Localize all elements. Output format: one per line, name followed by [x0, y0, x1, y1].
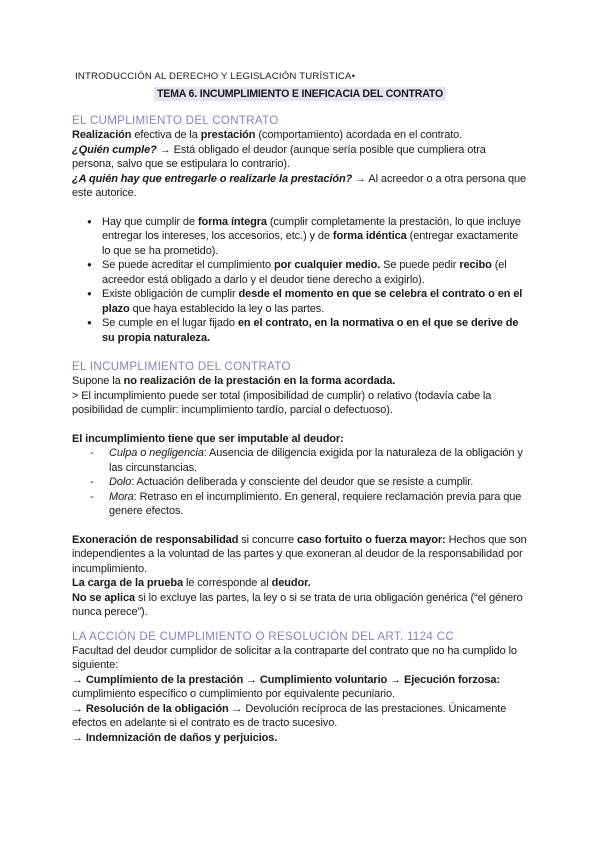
- bullet-bold: recibo: [459, 259, 492, 271]
- incumplimiento-note: > El incumplimiento puede ser total (imposibilidad de cumplir) o relativo (todavía cabe la posibilidad de cumplir: incumplimiento tardío, parcial o defectuoso).: [72, 389, 492, 416]
- bullet-text: (entregar exactamente lo que se ha prometido).: [102, 230, 519, 257]
- dash-term: Mora: [109, 490, 134, 503]
- bullet-text: (cumplir completamente la prestación, lo que incluye entregar los intereses, los accesorios, etc.) y de: [102, 215, 521, 242]
- bullet-lugar: [72, 316, 528, 345]
- question-whom-answer: → Al acreedor o a otra persona que este autorice.: [72, 172, 527, 199]
- carga-bold: La carga de la prueba: [72, 577, 183, 589]
- topic-heading-wrap: [72, 87, 528, 102]
- definition-bold-2: prestación: [200, 129, 256, 141]
- bullet-acreditar: [72, 258, 528, 287]
- section-title-cumplimiento: EL CUMPLIMIENTO DEL CONTRATO: [72, 114, 279, 127]
- exoneracion-text: Hechos que son independientes a la voluntad de las partes y que exoneran al deudor de la responsabilidad por incumplimiento.: [72, 533, 527, 575]
- bullet-bold: forma idéntica: [332, 230, 407, 242]
- supone-bold: no realización de la prestación en la forma acordada.: [123, 375, 396, 387]
- imputable-bold: El incumplimiento tiene que ser imputable al deudor:: [72, 432, 344, 445]
- accion-line-indemnizacion: [72, 731, 528, 746]
- bullet-bold: desde el momento en que se celebra el contrato o en el plazo: [102, 288, 523, 315]
- dash-dolo: [72, 475, 528, 490]
- bullet-text: Existe obligación de cumplir: [102, 288, 239, 300]
- bullet-text: Se puede acreditar el cumplimiento: [102, 259, 274, 271]
- definition-text-1: efectiva de la: [131, 129, 201, 141]
- no-aplica-bold: No se aplica: [72, 591, 135, 604]
- dash-term: Dolo: [109, 476, 132, 488]
- imputable-dash-list: [72, 446, 528, 519]
- bullet-text: Se cumple en el lugar fijado: [102, 317, 238, 329]
- section-title-incumplimiento: EL INCUMPLIMIENTO DEL CONTRATO: [72, 360, 291, 373]
- no-aplica-paragraph: [72, 591, 528, 620]
- bullet-bold: en el contrato, en la normativa o en el que se derive de su propia naturaleza.: [102, 317, 519, 344]
- dash-term: Culpa o negligencia: [109, 447, 204, 459]
- cumplimiento-bullet-list: [72, 215, 528, 346]
- question-whom: ¿A quién hay que entregarle o realizarle la prestación?: [72, 172, 353, 185]
- carga-prueba-paragraph: [72, 576, 528, 591]
- accion-line-resolucion: [72, 702, 528, 731]
- exoneracion-paragraph: [72, 533, 528, 577]
- definition-paragraph: [72, 128, 528, 143]
- section-title-accion: LA ACCIÓN DE CUMPLIMIENTO O RESOLUCIÓN DEL ART. 1124 CC: [72, 629, 455, 643]
- accion-bold: → Indemnización de daños y perjuicios.: [72, 731, 278, 744]
- question-whom-paragraph: [72, 172, 528, 201]
- carga-bold: deudor.: [271, 577, 311, 589]
- accion-line-cumplimiento: [72, 673, 528, 702]
- supone-paragraph: [72, 374, 528, 389]
- topic-heading: TEMA 6. INCUMPLIMIENTO E INEFICACIA DEL CONTRATO: [154, 87, 446, 101]
- bullet-text: Se puede pedir: [380, 259, 460, 271]
- definition-text-2: (comportamiento) acordada en el contrato.: [255, 129, 463, 141]
- no-aplica-text: si lo excluye las partes, la ley o si se trata de una obligación genérica (“el género nunca perece”).: [72, 591, 523, 618]
- accion-bold: → Cumplimiento de la prestación → Cumplimiento voluntario → Ejecución forzosa:: [72, 673, 500, 686]
- dash-text: : Retraso en el incumplimiento. En general, requiere reclamación previa para que genere efectos.: [109, 490, 522, 517]
- bullet-obligacion: [72, 287, 528, 316]
- document-content: [72, 70, 528, 745]
- bullet-text: Hay que cumplir de: [102, 215, 198, 228]
- question-who-answer: → Está obligado el deudor (aunque sería posible que cumpliera otra persona, salvo que se estipulara lo contrario).: [72, 143, 486, 170]
- definition-bold-1: Realización: [72, 129, 132, 141]
- question-who-paragraph: [72, 143, 528, 172]
- carga-text: le corresponde al: [183, 577, 272, 589]
- dash-culpa: [72, 446, 528, 475]
- bullet-bold: por cualquier medio.: [274, 259, 381, 271]
- bullet-text: que haya establecido la ley o las partes.: [129, 302, 325, 315]
- accion-text: → Devolución recíproca de las prestaciones. Únicamente efectos en adelante si el contrato es de tracto sucesivo.: [72, 702, 507, 729]
- dash-text: : Actuación deliberada y consciente del deudor que se resiste a cumplir.: [131, 476, 474, 488]
- accion-intro: Facultad del deudor cumplidor de solicitar a la contraparte del contrato que no ha cumplido lo siguiente:: [72, 644, 517, 671]
- dash-mora: [72, 490, 528, 519]
- question-who: ¿Quién cumple?: [72, 143, 157, 156]
- imputable-heading: [72, 432, 528, 447]
- exoneracion-text: si concurre: [238, 533, 297, 546]
- exoneracion-bold: Exoneración de responsabilidad: [72, 533, 239, 546]
- supone-text: Supone la: [72, 375, 124, 387]
- dash-text: : Ausencia de diligencia exigida por la naturaleza de la obligación y las circunstancias.: [109, 447, 523, 474]
- exoneracion-bold: caso fortuito o fuerza mayor:: [296, 533, 446, 546]
- course-title: INTRODUCCIÓN AL DERECHO Y LEGISLACIÓN TURÍSTICA•: [75, 71, 356, 82]
- bullet-forma-integra: [72, 215, 528, 259]
- accion-text: cumplimiento específico o cumplimiento por equivalente pecuniario.: [72, 688, 395, 700]
- bullet-text: (el acreedor está obligado a darlo y el deudor tiene derecho a exigirlo).: [102, 259, 507, 286]
- accion-bold: → Resolución de la obligación: [72, 702, 229, 715]
- bullet-bold: forma íntegra: [197, 215, 267, 228]
